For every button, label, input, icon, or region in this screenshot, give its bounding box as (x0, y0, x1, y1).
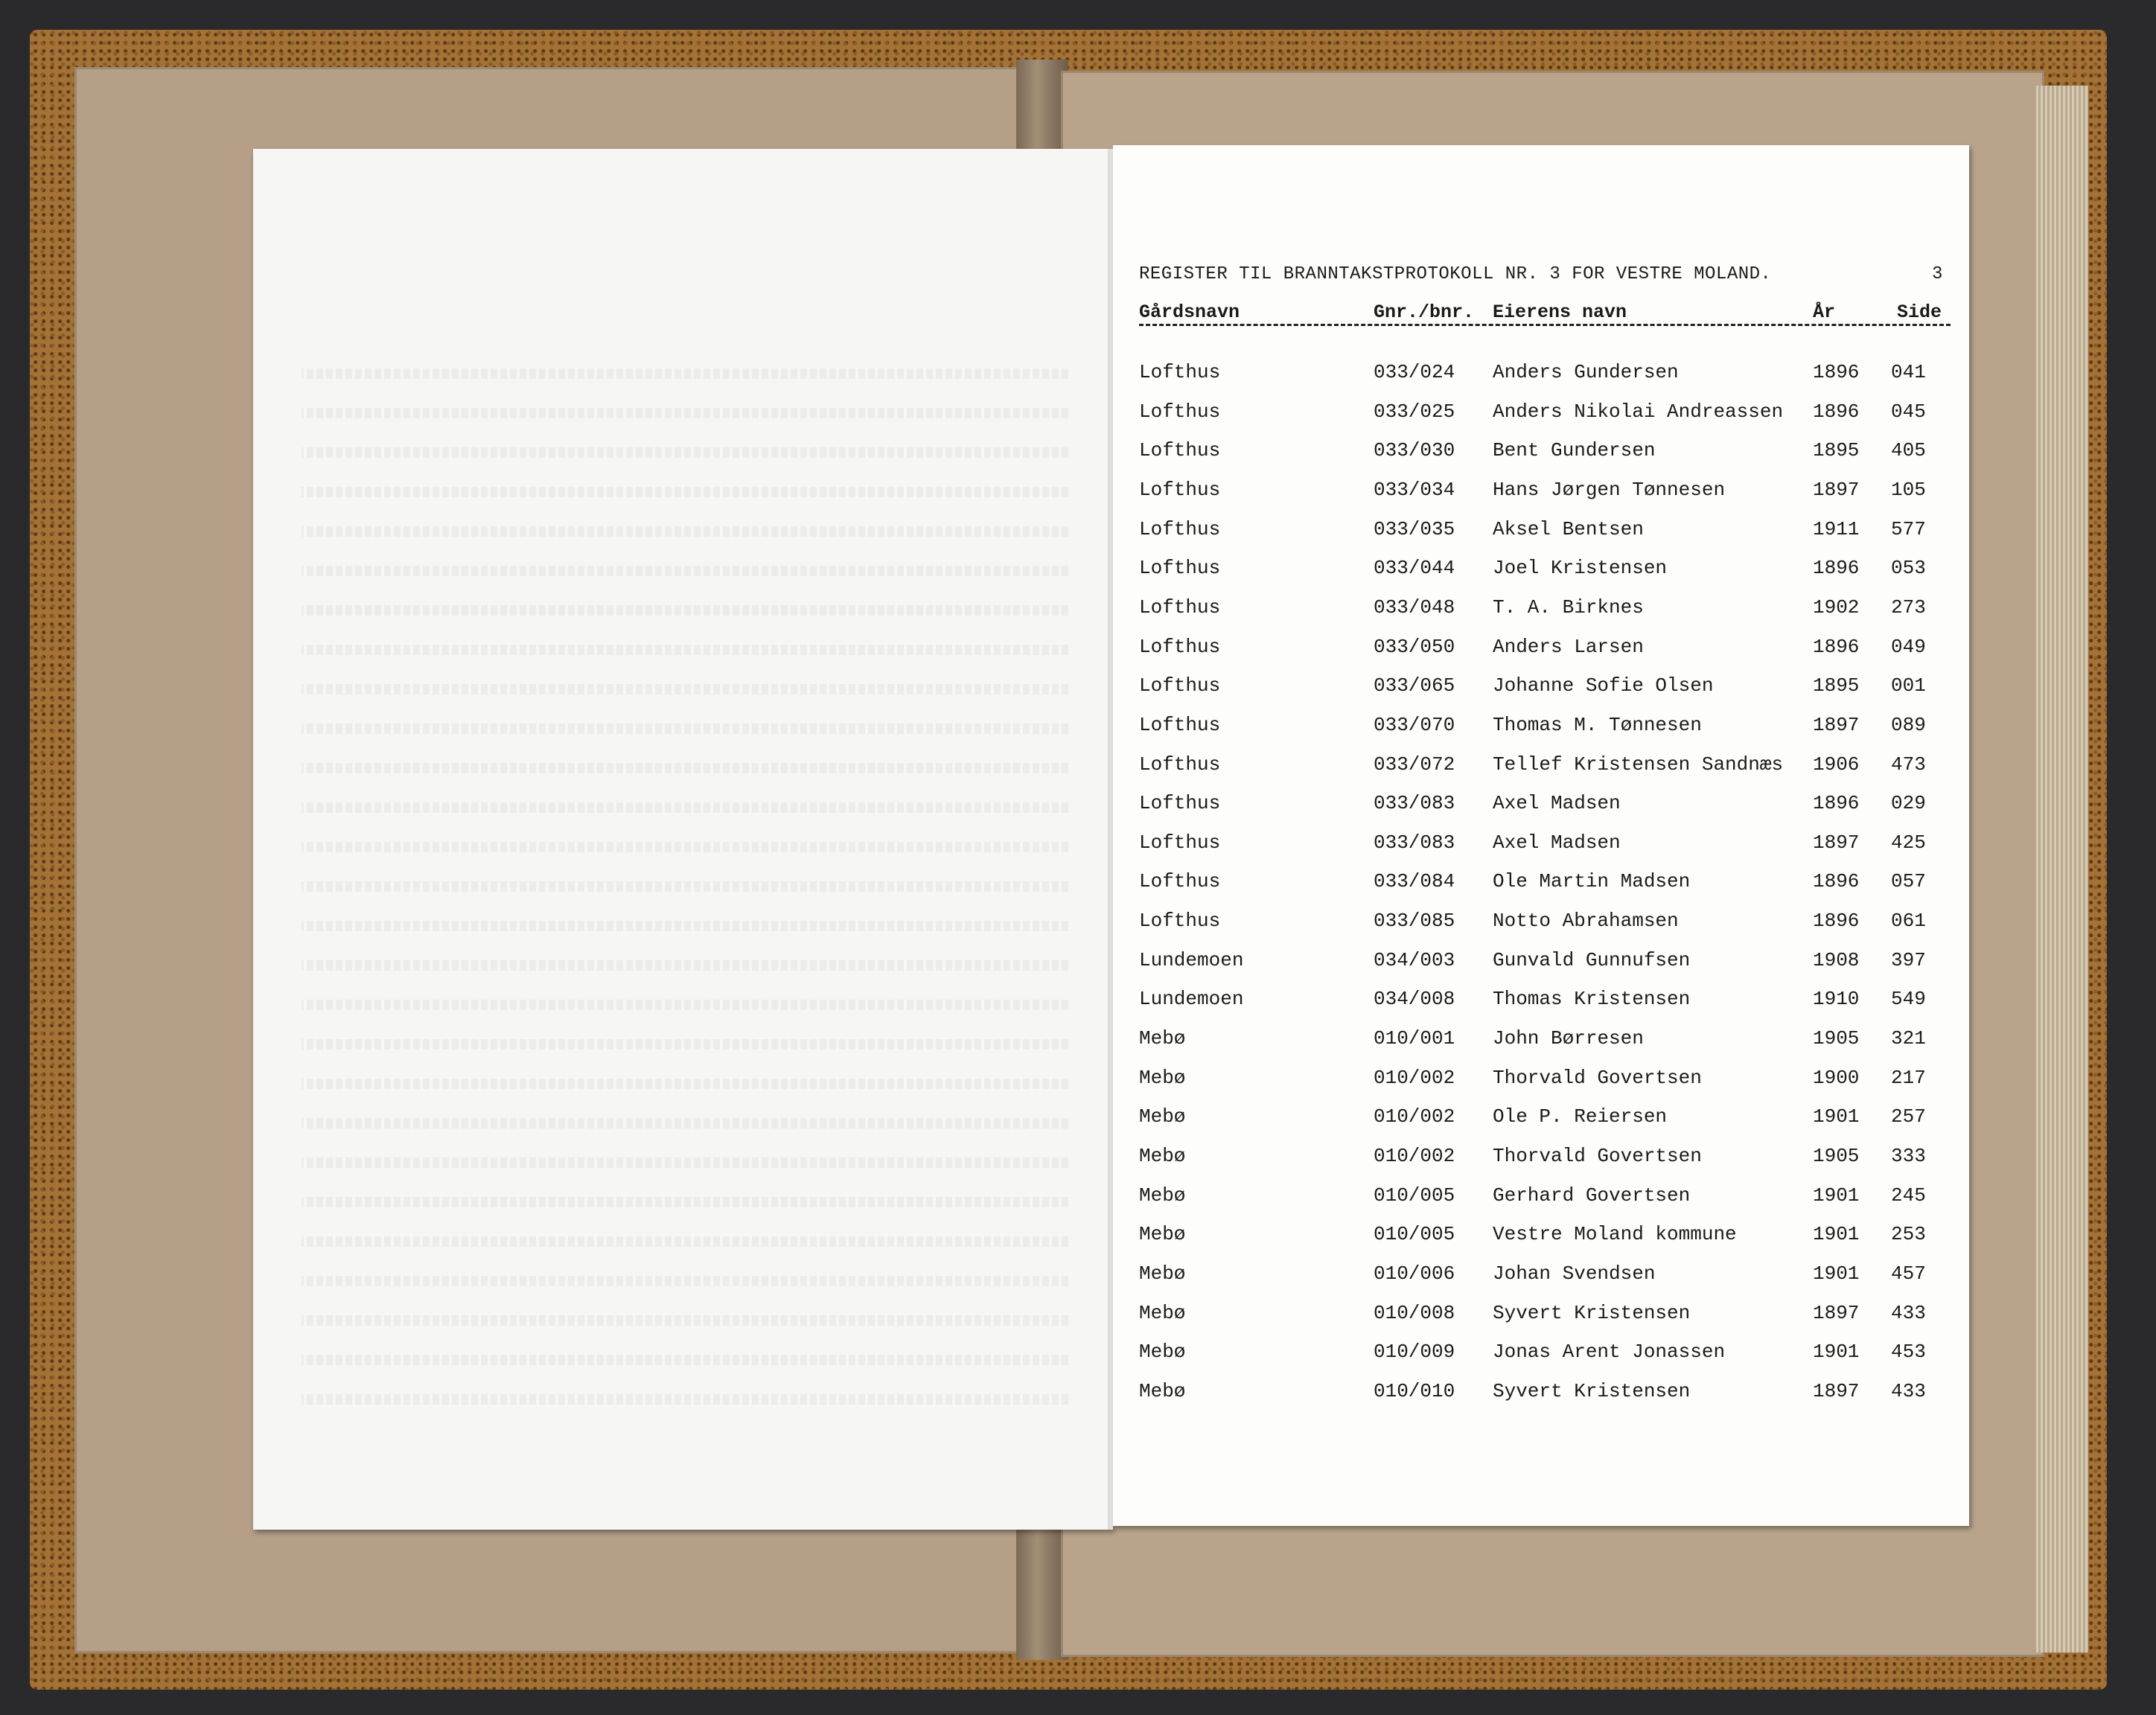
cell-page: 433 (1891, 1379, 1926, 1402)
table-row (1113, 361, 1969, 400)
cell-owner: Vestre Moland kommune (1493, 1223, 1737, 1246)
table-row (1113, 1223, 1969, 1262)
show-through-line (302, 408, 1068, 418)
cell-year: 1897 (1813, 831, 1860, 854)
cell-gnr: 033/025 (1374, 400, 1455, 423)
cell-gnr: 010/010 (1374, 1379, 1455, 1402)
cell-gnr: 010/001 (1374, 1027, 1455, 1050)
table-row (1113, 479, 1969, 517)
cell-gnr: 033/084 (1374, 870, 1455, 893)
show-through-line (302, 724, 1068, 734)
cell-page: 333 (1891, 1145, 1926, 1167)
table-row (1113, 636, 1969, 674)
cell-gnr: 033/085 (1374, 910, 1455, 933)
cell-farm: Mebø (1139, 1027, 1186, 1050)
cell-year: 1895 (1813, 674, 1860, 697)
cell-gnr: 033/044 (1374, 557, 1455, 580)
table-row (1113, 1184, 1969, 1223)
cell-gnr: 033/035 (1374, 517, 1455, 540)
cell-owner: T. A. Birknes (1493, 595, 1644, 619)
show-through-line (302, 960, 1068, 971)
cell-owner: Thomas M. Tønnesen (1493, 713, 1702, 736)
cell-owner: Johan Svendsen (1493, 1262, 1656, 1285)
left-sheet (253, 149, 1113, 1530)
cell-gnr: 010/009 (1374, 1341, 1455, 1364)
show-through-line (302, 368, 1068, 379)
cell-year: 1896 (1813, 400, 1860, 423)
cell-year: 1902 (1813, 595, 1860, 619)
table-row (1113, 439, 1969, 478)
cell-farm: Mebø (1139, 1262, 1186, 1285)
show-through-line (302, 921, 1068, 931)
cell-owner: Anders Gundersen (1493, 361, 1679, 383)
cell-owner: Syvert Kristensen (1493, 1301, 1691, 1324)
cell-owner: Johanne Sofie Olsen (1493, 674, 1714, 697)
show-through-line (302, 1118, 1068, 1128)
table-row (1113, 910, 1969, 948)
table-row (1113, 988, 1969, 1026)
cell-owner: Bent Gundersen (1493, 439, 1656, 462)
cell-gnr: 033/048 (1374, 595, 1455, 619)
cell-page: 549 (1891, 988, 1926, 1011)
cell-owner: Tellef Kristensen Sandnæs (1493, 753, 1784, 776)
cell-farm: Lofthus (1139, 361, 1221, 383)
cell-page: 577 (1891, 517, 1926, 540)
cell-year: 1896 (1813, 361, 1860, 383)
cell-farm: Mebø (1139, 1341, 1186, 1364)
cell-farm: Lofthus (1139, 831, 1221, 854)
cell-owner: Anders Nikolai Andreassen (1493, 400, 1784, 423)
cell-year: 1900 (1813, 1066, 1860, 1089)
table-row (1113, 400, 1969, 439)
cell-farm: Lofthus (1139, 792, 1221, 815)
table-row (1113, 1262, 1969, 1301)
cell-farm: Mebø (1139, 1379, 1186, 1402)
cell-page: 405 (1891, 439, 1926, 462)
column-header-farm: Gårdsnavn (1139, 301, 1240, 323)
cell-year: 1901 (1813, 1105, 1860, 1128)
register-page (1113, 145, 1969, 1526)
cell-gnr: 010/008 (1374, 1301, 1455, 1324)
cell-farm: Mebø (1139, 1301, 1186, 1324)
cell-farm: Lofthus (1139, 713, 1221, 736)
cell-year: 1911 (1813, 517, 1860, 540)
cell-year: 1897 (1813, 713, 1860, 736)
page-title: REGISTER TIL BRANNTAKSTPROTOKOLL NR. 3 FOR VESTRE MOLAND. (1139, 264, 1772, 284)
cell-year: 1901 (1813, 1223, 1860, 1246)
column-header-page: Side (1897, 301, 1942, 323)
cell-gnr: 033/065 (1374, 674, 1455, 697)
header-divider (1139, 324, 1951, 330)
table-row (1113, 753, 1969, 792)
cell-gnr: 010/006 (1374, 1262, 1455, 1285)
cell-year: 1896 (1813, 635, 1860, 658)
cell-owner: Ole Martin Madsen (1493, 870, 1691, 893)
column-header-owner: Eierens navn (1493, 301, 1627, 323)
cell-farm: Lundemoen (1139, 948, 1244, 971)
table-row (1113, 1302, 1969, 1341)
table-row (1113, 674, 1969, 713)
show-through-line (302, 1236, 1068, 1247)
cell-year: 1896 (1813, 557, 1860, 580)
cell-owner: Syvert Kristensen (1493, 1379, 1691, 1402)
cell-gnr: 033/070 (1374, 713, 1455, 736)
cell-farm: Lofthus (1139, 635, 1221, 658)
cell-gnr: 010/002 (1374, 1066, 1455, 1089)
cell-gnr: 034/003 (1374, 948, 1455, 971)
cell-page: 049 (1891, 635, 1926, 658)
cell-gnr: 010/005 (1374, 1184, 1455, 1207)
table-row (1113, 714, 1969, 753)
cell-year: 1896 (1813, 870, 1860, 893)
cell-page: 425 (1891, 831, 1926, 854)
cell-gnr: 033/083 (1374, 792, 1455, 815)
cell-farm: Lofthus (1139, 595, 1221, 619)
cell-gnr: 010/002 (1374, 1145, 1455, 1167)
show-through-line (302, 1315, 1068, 1326)
cell-page: 457 (1891, 1262, 1926, 1285)
show-through-line (302, 1157, 1068, 1168)
cell-page: 045 (1891, 400, 1926, 423)
cell-owner: Hans Jørgen Tønnesen (1493, 478, 1726, 501)
cell-year: 1908 (1813, 948, 1860, 971)
cell-owner: Gunvald Gunnufsen (1493, 948, 1691, 971)
show-through-line (302, 566, 1068, 576)
cell-gnr: 033/083 (1374, 831, 1455, 854)
cell-page: 105 (1891, 478, 1926, 501)
cell-farm: Lofthus (1139, 910, 1221, 933)
cell-year: 1910 (1813, 988, 1860, 1011)
show-through-line (302, 1079, 1068, 1089)
column-header-gnr: Gnr./bnr. (1374, 301, 1475, 323)
table-row (1113, 792, 1969, 831)
show-through-line (302, 881, 1068, 892)
cell-year: 1905 (1813, 1027, 1860, 1050)
show-through-line (302, 605, 1068, 616)
show-through-line (302, 763, 1068, 773)
cell-page: 217 (1891, 1066, 1926, 1089)
cell-owner: Thorvald Govertsen (1493, 1145, 1702, 1167)
cell-farm: Mebø (1139, 1145, 1186, 1167)
table-row (1113, 1145, 1969, 1184)
cell-farm: Lofthus (1139, 674, 1221, 697)
show-through-line (302, 802, 1068, 813)
cell-year: 1896 (1813, 910, 1860, 933)
table-row (1113, 1067, 1969, 1105)
show-through-line (302, 447, 1068, 458)
cell-farm: Lofthus (1139, 557, 1221, 580)
cell-gnr: 034/008 (1374, 988, 1455, 1011)
show-through-line (302, 1394, 1068, 1405)
table-row (1113, 870, 1969, 909)
cell-farm: Mebø (1139, 1105, 1186, 1128)
show-through-line (302, 1276, 1068, 1286)
cell-year: 1897 (1813, 1379, 1860, 1402)
cell-gnr: 033/030 (1374, 439, 1455, 462)
table-row (1113, 1027, 1969, 1066)
table-row (1113, 1105, 1969, 1144)
cell-year: 1896 (1813, 792, 1860, 815)
cell-farm: Lofthus (1139, 870, 1221, 893)
cell-gnr: 033/024 (1374, 361, 1455, 383)
table-row (1113, 518, 1969, 557)
cell-year: 1901 (1813, 1262, 1860, 1285)
show-through-line (302, 487, 1068, 497)
show-through-line (302, 1039, 1068, 1050)
cell-page: 257 (1891, 1105, 1926, 1128)
show-through-line (302, 645, 1068, 655)
table-row (1113, 1341, 1969, 1379)
cell-owner: Axel Madsen (1493, 831, 1621, 854)
cell-owner: Ole P. Reiersen (1493, 1105, 1668, 1128)
cell-page: 253 (1891, 1223, 1926, 1246)
cell-gnr: 010/002 (1374, 1105, 1455, 1128)
cell-page: 057 (1891, 870, 1926, 893)
cell-owner: Joel Kristensen (1493, 557, 1668, 580)
table-row (1113, 557, 1969, 595)
cell-owner: Axel Madsen (1493, 792, 1621, 815)
show-through-line (302, 842, 1068, 852)
show-through-line (302, 1355, 1068, 1365)
cell-farm: Lofthus (1139, 439, 1221, 462)
table-row (1113, 949, 1969, 988)
cell-page: 273 (1891, 595, 1926, 619)
cell-owner: Gerhard Govertsen (1493, 1184, 1691, 1207)
column-header-year: År (1813, 301, 1836, 323)
show-through-line (302, 1197, 1068, 1207)
cell-gnr: 033/034 (1374, 478, 1455, 501)
cell-page: 473 (1891, 753, 1926, 776)
show-through-line (302, 684, 1068, 694)
cell-owner: Thomas Kristensen (1493, 988, 1691, 1011)
cell-farm: Lofthus (1139, 753, 1221, 776)
cell-farm: Lofthus (1139, 478, 1221, 501)
table-row (1113, 1380, 1969, 1419)
cell-page: 053 (1891, 557, 1926, 580)
cell-owner: Anders Larsen (1493, 635, 1644, 658)
cell-page: 041 (1891, 361, 1926, 383)
cell-page: 001 (1891, 674, 1926, 697)
table-row (1113, 831, 1969, 870)
show-through-line (302, 526, 1068, 537)
table-row (1113, 596, 1969, 635)
cell-year: 1901 (1813, 1184, 1860, 1207)
cell-year: 1905 (1813, 1145, 1860, 1167)
cell-page: 433 (1891, 1301, 1926, 1324)
cell-owner: Thorvald Govertsen (1493, 1066, 1702, 1089)
cell-page: 089 (1891, 713, 1926, 736)
cell-page: 453 (1891, 1341, 1926, 1364)
cell-page: 245 (1891, 1184, 1926, 1207)
show-through-text (253, 149, 1113, 1530)
cell-page: 061 (1891, 910, 1926, 933)
cell-page: 321 (1891, 1027, 1926, 1050)
cell-gnr: 033/050 (1374, 635, 1455, 658)
show-through-line (302, 1000, 1068, 1010)
cell-page: 029 (1891, 792, 1926, 815)
page-edges (2036, 86, 2088, 1652)
cell-owner: Jonas Arent Jonassen (1493, 1341, 1726, 1364)
page-number: 3 (1932, 264, 1943, 284)
cell-owner: Aksel Bentsen (1493, 517, 1644, 540)
cell-year: 1901 (1813, 1341, 1860, 1364)
cell-year: 1895 (1813, 439, 1860, 462)
cell-year: 1897 (1813, 1301, 1860, 1324)
cell-farm: Mebø (1139, 1184, 1186, 1207)
cell-farm: Lofthus (1139, 400, 1221, 423)
cell-owner: John Børresen (1493, 1027, 1644, 1050)
cell-farm: Lundemoen (1139, 988, 1244, 1011)
cell-year: 1906 (1813, 753, 1860, 776)
cell-page: 397 (1891, 948, 1926, 971)
cell-farm: Mebø (1139, 1223, 1186, 1246)
cell-gnr: 010/005 (1374, 1223, 1455, 1246)
cell-year: 1897 (1813, 478, 1860, 501)
cell-farm: Lofthus (1139, 517, 1221, 540)
cell-owner: Notto Abrahamsen (1493, 910, 1679, 933)
cell-farm: Mebø (1139, 1066, 1186, 1089)
cell-gnr: 033/072 (1374, 753, 1455, 776)
